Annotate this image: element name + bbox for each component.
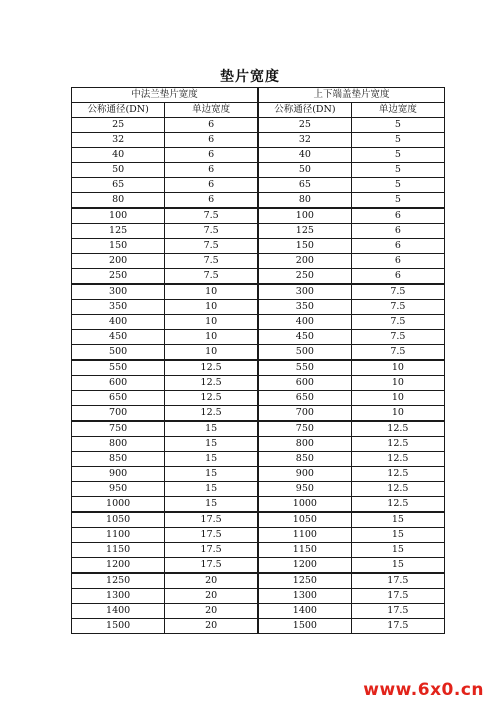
cell-end-cover-width: 6 [351,269,444,285]
cell-end-cover-width: 5 [351,193,444,209]
cell-end-cover-width: 7.5 [351,345,444,361]
cell-middle-flange-dn: 40 [72,148,165,163]
cell-end-cover-dn: 80 [258,193,351,209]
cell-middle-flange-dn: 550 [72,360,165,376]
cell-middle-flange-width: 15 [165,452,258,467]
cell-middle-flange-width: 6 [165,163,258,178]
cell-middle-flange-dn: 600 [72,376,165,391]
cell-middle-flange-width: 20 [165,573,258,589]
cell-middle-flange-dn: 80 [72,193,165,209]
cell-end-cover-dn: 300 [258,284,351,300]
cell-middle-flange-dn: 1500 [72,619,165,634]
cell-end-cover-dn: 800 [258,437,351,452]
cell-middle-flange-width: 7.5 [165,269,258,285]
cell-end-cover-dn: 900 [258,467,351,482]
table-row [72,391,445,406]
table-row [72,345,445,361]
cell-middle-flange-dn: 1150 [72,543,165,558]
cell-middle-flange-dn: 900 [72,467,165,482]
cell-end-cover-dn: 750 [258,421,351,437]
cell-end-cover-dn: 550 [258,360,351,376]
cell-middle-flange-width: 12.5 [165,360,258,376]
cell-middle-flange-width: 10 [165,315,258,330]
table-row [72,543,445,558]
cell-middle-flange-width: 17.5 [165,528,258,543]
cell-middle-flange-width: 6 [165,118,258,133]
cell-end-cover-width: 5 [351,118,444,133]
cell-end-cover-width: 15 [351,512,444,528]
table-row [72,604,445,619]
cell-middle-flange-width: 10 [165,330,258,345]
cell-end-cover-dn: 1250 [258,573,351,589]
cell-middle-flange-width: 15 [165,497,258,513]
table-row [72,482,445,497]
cell-end-cover-width: 6 [351,239,444,254]
cell-end-cover-dn: 450 [258,330,351,345]
group-header-row [72,88,445,103]
cell-middle-flange-dn: 1050 [72,512,165,528]
cell-end-cover-dn: 50 [258,163,351,178]
cell-middle-flange-dn: 100 [72,208,165,224]
cell-middle-flange-width: 10 [165,345,258,361]
cell-end-cover-width: 12.5 [351,467,444,482]
cell-end-cover-width: 17.5 [351,619,444,634]
cell-end-cover-width: 12.5 [351,437,444,452]
cell-middle-flange-dn: 200 [72,254,165,269]
cell-middle-flange-width: 15 [165,467,258,482]
cell-middle-flange-width: 10 [165,300,258,315]
group-header-end-cover: 上下端盖垫片宽度 [258,88,445,103]
cell-middle-flange-dn: 25 [72,118,165,133]
cell-end-cover-dn: 32 [258,133,351,148]
table-row [72,254,445,269]
table-row [72,330,445,345]
table-row [72,437,445,452]
cell-middle-flange-dn: 700 [72,406,165,422]
cell-middle-flange-width: 6 [165,148,258,163]
cell-middle-flange-dn: 850 [72,452,165,467]
cell-end-cover-width: 17.5 [351,573,444,589]
cell-middle-flange-width: 17.5 [165,512,258,528]
cell-middle-flange-width: 7.5 [165,208,258,224]
cell-end-cover-dn: 1500 [258,619,351,634]
table-row [72,573,445,589]
cell-end-cover-dn: 1050 [258,512,351,528]
cell-end-cover-width: 6 [351,224,444,239]
cell-middle-flange-dn: 950 [72,482,165,497]
cell-end-cover-width: 7.5 [351,284,444,300]
cell-middle-flange-width: 6 [165,133,258,148]
cell-middle-flange-width: 15 [165,421,258,437]
cell-end-cover-dn: 250 [258,269,351,285]
cell-middle-flange-dn: 50 [72,163,165,178]
table-row [72,406,445,422]
cell-middle-flange-width: 10 [165,284,258,300]
table-row [72,163,445,178]
cell-end-cover-dn: 700 [258,406,351,422]
page-title: 垫片宽度 [220,69,280,85]
table-row [72,376,445,391]
cell-middle-flange-width: 12.5 [165,406,258,422]
cell-middle-flange-dn: 300 [72,284,165,300]
table-row [72,224,445,239]
cell-middle-flange-width: 17.5 [165,543,258,558]
cell-end-cover-width: 5 [351,148,444,163]
cell-end-cover-dn: 400 [258,315,351,330]
cell-middle-flange-width: 12.5 [165,391,258,406]
cell-middle-flange-dn: 65 [72,178,165,193]
cell-middle-flange-width: 7.5 [165,254,258,269]
cell-middle-flange-dn: 250 [72,269,165,285]
cell-end-cover-width: 5 [351,163,444,178]
table-header [72,88,445,118]
cell-middle-flange-width: 6 [165,178,258,193]
cell-end-cover-width: 17.5 [351,604,444,619]
cell-end-cover-width: 12.5 [351,482,444,497]
cell-middle-flange-width: 20 [165,619,258,634]
cell-middle-flange-dn: 150 [72,239,165,254]
cell-end-cover-width: 15 [351,528,444,543]
cell-end-cover-width: 12.5 [351,421,444,437]
cell-end-cover-width: 10 [351,391,444,406]
cell-end-cover-dn: 950 [258,482,351,497]
table-row [72,208,445,224]
cell-end-cover-dn: 150 [258,239,351,254]
table-row [72,589,445,604]
cell-end-cover-dn: 1000 [258,497,351,513]
cell-end-cover-width: 12.5 [351,452,444,467]
cell-middle-flange-dn: 750 [72,421,165,437]
cell-middle-flange-dn: 800 [72,437,165,452]
column-header-width: 单边宽度 [351,103,444,118]
cell-end-cover-dn: 100 [258,208,351,224]
cell-middle-flange-dn: 1100 [72,528,165,543]
cell-end-cover-dn: 1150 [258,543,351,558]
cell-middle-flange-width: 7.5 [165,239,258,254]
cell-end-cover-width: 5 [351,133,444,148]
cell-middle-flange-dn: 1400 [72,604,165,619]
cell-middle-flange-width: 20 [165,589,258,604]
cell-middle-flange-dn: 400 [72,315,165,330]
cell-end-cover-dn: 1100 [258,528,351,543]
cell-end-cover-dn: 65 [258,178,351,193]
cell-middle-flange-dn: 32 [72,133,165,148]
cell-end-cover-width: 5 [351,178,444,193]
table-row [72,300,445,315]
cell-middle-flange-width: 20 [165,604,258,619]
cell-end-cover-dn: 200 [258,254,351,269]
cell-end-cover-width: 15 [351,543,444,558]
cell-middle-flange-dn: 350 [72,300,165,315]
cell-middle-flange-width: 17.5 [165,558,258,574]
cell-middle-flange-width: 7.5 [165,224,258,239]
cell-end-cover-width: 6 [351,254,444,269]
table-row [72,239,445,254]
cell-end-cover-width: 7.5 [351,300,444,315]
table-row [72,497,445,513]
cell-middle-flange-width: 12.5 [165,376,258,391]
cell-middle-flange-dn: 1250 [72,573,165,589]
cell-end-cover-dn: 40 [258,148,351,163]
table-row [72,421,445,437]
cell-end-cover-width: 6 [351,208,444,224]
cell-end-cover-width: 10 [351,360,444,376]
table-row [72,360,445,376]
table-row [72,148,445,163]
cell-end-cover-width: 12.5 [351,497,444,513]
cell-end-cover-dn: 850 [258,452,351,467]
table-row [72,269,445,285]
cell-middle-flange-dn: 1300 [72,589,165,604]
table-row [72,452,445,467]
cell-end-cover-dn: 600 [258,376,351,391]
column-header-width: 单边宽度 [165,103,258,118]
cell-middle-flange-dn: 650 [72,391,165,406]
cell-end-cover-dn: 1300 [258,589,351,604]
table-row [72,315,445,330]
cell-end-cover-dn: 1200 [258,558,351,574]
table-body [72,118,445,634]
table-row [72,178,445,193]
cell-end-cover-dn: 125 [258,224,351,239]
table-row [72,193,445,209]
column-header-row [72,103,445,118]
table-row [72,467,445,482]
cell-end-cover-width: 10 [351,376,444,391]
site-watermark: www.6x0.cn [363,680,484,700]
cell-middle-flange-width: 15 [165,482,258,497]
cell-middle-flange-dn: 1200 [72,558,165,574]
table-row [72,284,445,300]
column-header-dn: 公称通径(DN) [258,103,351,118]
cell-middle-flange-dn: 125 [72,224,165,239]
cell-middle-flange-width: 6 [165,193,258,209]
table-row [72,528,445,543]
cell-end-cover-dn: 500 [258,345,351,361]
table-row [72,133,445,148]
cell-end-cover-width: 7.5 [351,315,444,330]
cell-end-cover-width: 17.5 [351,589,444,604]
cell-middle-flange-dn: 500 [72,345,165,361]
cell-middle-flange-dn: 450 [72,330,165,345]
cell-end-cover-dn: 25 [258,118,351,133]
cell-end-cover-dn: 1400 [258,604,351,619]
cell-end-cover-width: 7.5 [351,330,444,345]
cell-end-cover-dn: 650 [258,391,351,406]
cell-middle-flange-dn: 1000 [72,497,165,513]
table-row [72,619,445,634]
table-row [72,512,445,528]
cell-end-cover-width: 15 [351,558,444,574]
cell-end-cover-width: 10 [351,406,444,422]
cell-end-cover-dn: 350 [258,300,351,315]
table-row [72,118,445,133]
group-header-middle-flange: 中法兰垫片宽度 [72,88,259,103]
table-row [72,558,445,574]
column-header-dn: 公称通径(DN) [72,103,165,118]
cell-middle-flange-width: 15 [165,437,258,452]
gasket-width-table [71,87,445,634]
